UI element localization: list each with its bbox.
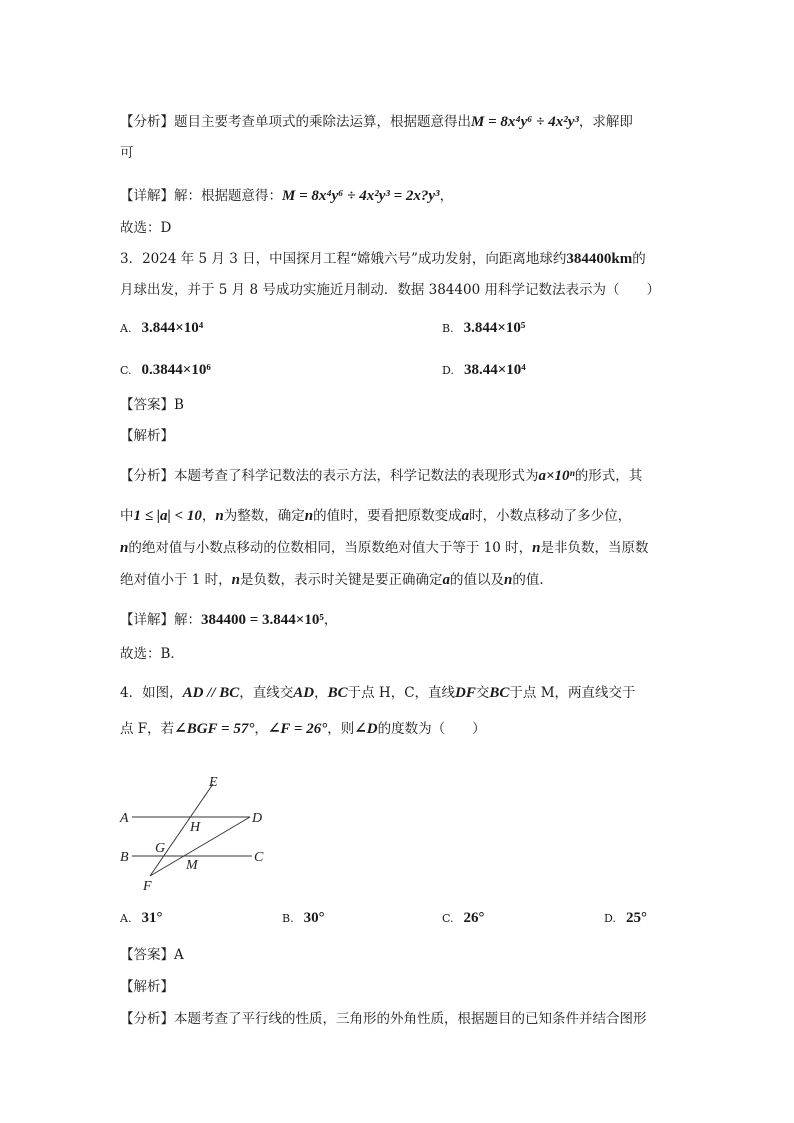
q4-answer: 【答案】A xyxy=(120,947,184,963)
q3-choice: 故选：B． xyxy=(120,646,184,662)
formula: M = 8x⁴y⁶ ÷ 4x²y³ = 2x?y³ xyxy=(282,188,440,204)
q4-analysis: 【分析】本题考查了平行线的性质，三角形的外角性质，根据题目的已知条件并结合图形 xyxy=(120,1011,647,1027)
geometry-figure xyxy=(110,770,280,895)
q3-option-c[interactable]: C. 0.3844×10⁶ xyxy=(120,362,211,378)
q3-detail: 【详解】解：384400 = 3.844×10⁵， xyxy=(120,612,338,628)
q3-analysis-line2: 中1 ≤ |a| < 10，n为整数，确定n的值时，要看把原数变成a时，小数点移动了多少位， xyxy=(120,508,632,524)
label-b: B xyxy=(120,850,129,865)
label-m: M xyxy=(186,858,198,873)
q2-choice: 故选：D xyxy=(120,220,172,236)
q4-stem-line2: 点 F，若∠BGF = 57°，∠F = 26°，则∠D的度数为（ ） xyxy=(120,721,486,737)
label-g: G xyxy=(155,841,166,856)
label-a: A xyxy=(120,811,129,826)
q4-option-d[interactable]: D. 25° xyxy=(604,910,647,926)
label-f: F xyxy=(143,879,152,894)
label-h: H xyxy=(190,820,201,835)
q4-option-c[interactable]: C. 26° xyxy=(442,910,485,926)
distance: 384400km xyxy=(566,251,633,267)
q3-analysis-line3: n的绝对值与小数点移动的位数相同，当原数绝对值大于等于 10 时，n是非负数，当原数 xyxy=(120,540,649,556)
q2-detail: 【详解】解：根据题意得：M = 8x⁴y⁶ ÷ 4x²y³ = 2x?y³， xyxy=(120,188,454,204)
q3-stem-line2: 月球出发，并于 5 月 8 号成功实施近月制动．数据 384400 用科学记数法表示为（ ） xyxy=(120,282,660,298)
q3-answer: 【答案】B xyxy=(120,397,184,413)
q4-stem-line1: 4．如图，AD // BC，直线交AD，BC于点 H，C，直线DF交BC于点 M，两直线交于 xyxy=(120,685,636,701)
q4-option-a[interactable]: A. 31° xyxy=(120,910,163,926)
label-e: E xyxy=(209,775,218,790)
q3-jiexi: 【解析】 xyxy=(120,428,174,444)
q2-analysis-line2: 可 xyxy=(120,145,134,161)
q2-analysis-line1: 【分析】题目主要考查单项式的乘除法运算，根据题意得出M = 8x⁴y⁶ ÷ 4x²y³，求解即 xyxy=(120,114,633,130)
q4-jiexi: 【解析】 xyxy=(120,979,174,995)
formula: M = 8x⁴y⁶ ÷ 4x²y³ xyxy=(471,114,579,130)
q4-option-b[interactable]: B. 30° xyxy=(282,910,325,926)
q3-option-b[interactable]: B. 3.844×10⁵ xyxy=(442,320,526,336)
q3-option-a[interactable]: A. 3.844×10⁴ xyxy=(120,320,204,336)
label-c: C xyxy=(254,850,264,865)
detail-tag: 【详解】 xyxy=(120,188,174,204)
q3-analysis-line4: 绝对值小于 1 时，n是负数，表示时关键是要正确确定a的值以及n的值． xyxy=(120,572,553,588)
q3-stem-line1: 3．2024 年 5 月 3 日，中国探月工程“嫦娥六号”成功发射，向距离地球约384400km的 xyxy=(120,251,646,267)
q3-analysis-line1: 【分析】本题考查了科学记数法的表示方法，科学记数法的表现形式为a×10ⁿ的形式，其 xyxy=(120,468,643,484)
line-ef xyxy=(150,784,213,876)
q3-option-d[interactable]: D. 38.44×10⁴ xyxy=(442,362,526,378)
analysis-tag: 【分析】 xyxy=(120,114,174,130)
label-d: D xyxy=(252,811,263,826)
